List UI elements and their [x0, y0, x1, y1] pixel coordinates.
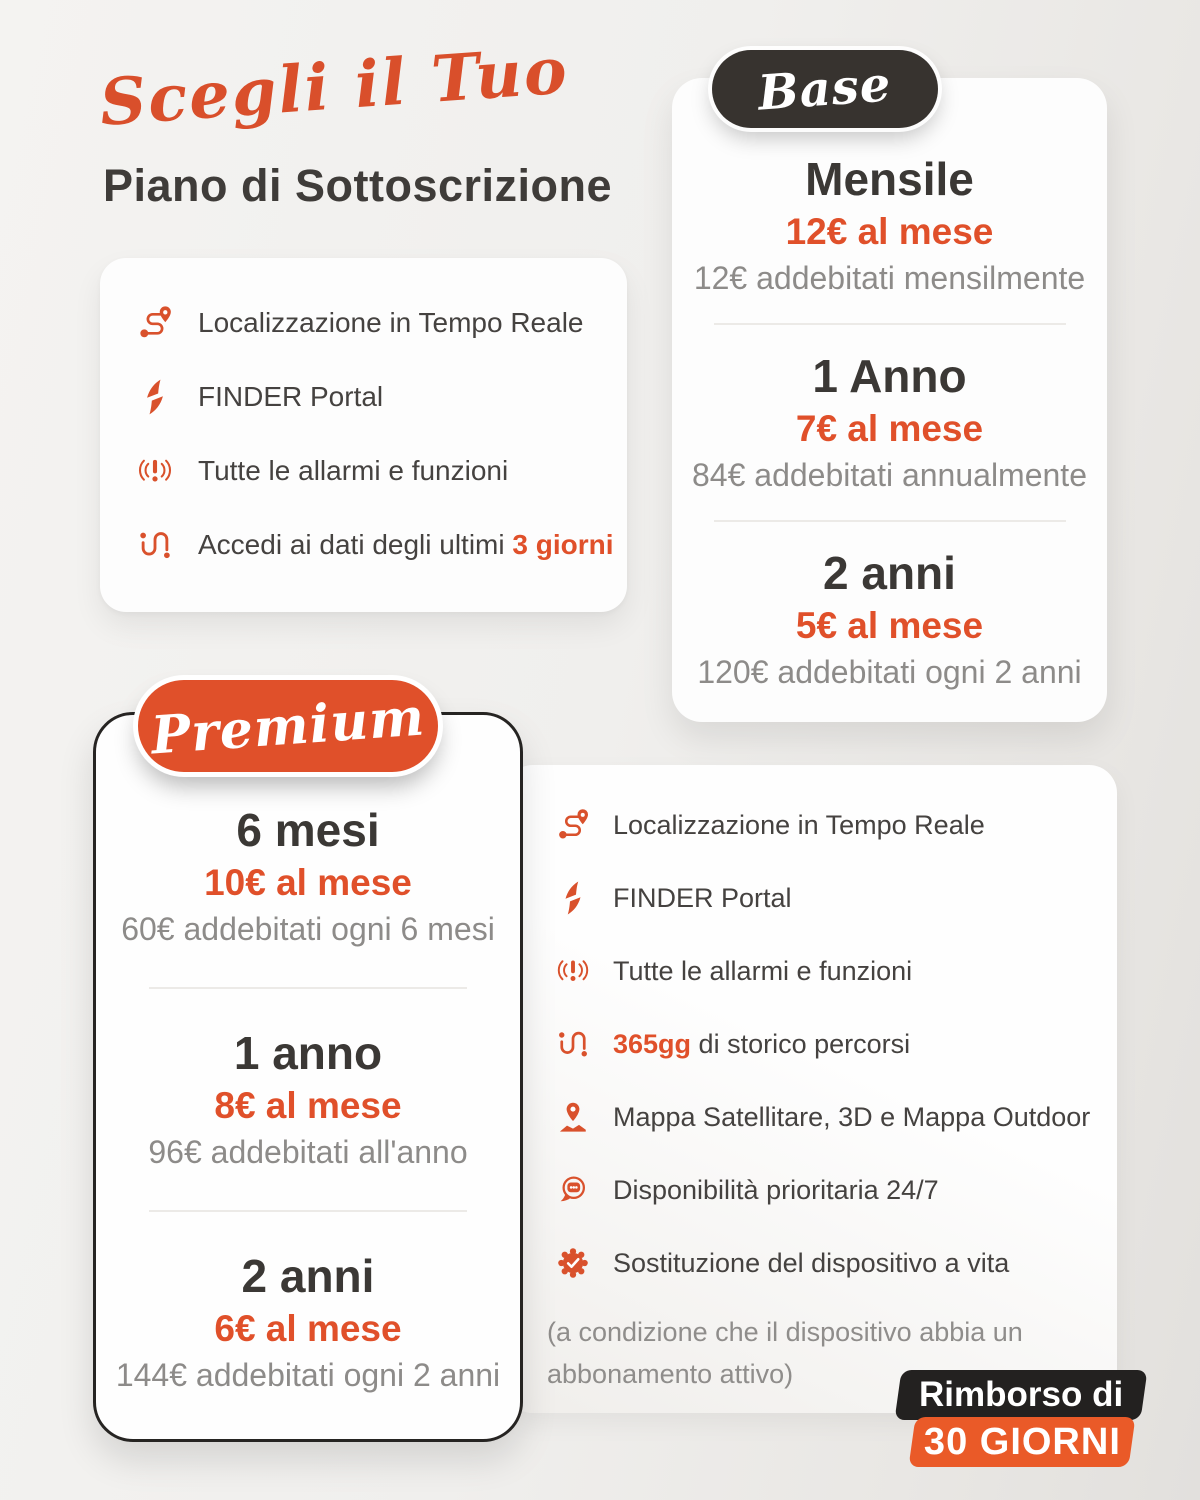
feature-row: [555, 1245, 1117, 1281]
feature-row: [136, 526, 627, 564]
warranty-icon: [555, 1245, 591, 1281]
feature-row: [555, 953, 1117, 989]
feature-label: Localizzazione in Tempo Reale: [198, 307, 584, 339]
plan-price: 7€ al mese: [795, 407, 984, 449]
plan-billing: 120€ addebitati ogni 2 anni: [697, 654, 1082, 691]
guarantee-badge: [898, 1370, 1144, 1467]
premium-badge-label: Premium: [149, 686, 427, 766]
premium-plan-card: [93, 712, 523, 1442]
support-icon: [555, 1172, 591, 1208]
plan-billing: 12€ addebitati mensilmente: [693, 260, 1086, 297]
route-icon: [136, 304, 174, 342]
feature-label: Disponibilità prioritaria 24/7: [613, 1174, 939, 1205]
plan-option: [694, 154, 1085, 297]
divider: [714, 323, 1066, 325]
plan-duration: 2 anni: [241, 1250, 375, 1303]
plan-billing: 144€ addebitati ogni 2 anni: [115, 1357, 501, 1394]
feature-row: [555, 880, 1117, 916]
finder-icon: [136, 378, 174, 416]
feature-label: Tutte le allarmi e funzioni: [198, 455, 509, 487]
guarantee-line2: 30 GIORNI: [923, 1420, 1121, 1463]
plan-option: [692, 351, 1087, 494]
base-plan-card: [672, 78, 1107, 722]
divider: [714, 520, 1066, 522]
plan-option: [121, 805, 495, 948]
plan-price: 6€ al mese: [214, 1307, 402, 1349]
divider: [149, 987, 467, 989]
title-script: Scegli il Tuo: [97, 33, 571, 141]
page-title: Piano di Sottoscrizione: [103, 160, 613, 211]
base-badge-label: Base: [756, 56, 894, 122]
plan-billing: 96€ addebitati all'anno: [148, 1134, 468, 1171]
feature-label: 365gg di storico percorsi: [613, 1028, 911, 1059]
plan-duration: 1 Anno: [812, 350, 967, 403]
alarm-icon: [136, 452, 174, 490]
plan-duration: 6 mesi: [236, 804, 380, 856]
feature-label: Localizzazione in Tempo Reale: [613, 809, 985, 840]
feature-row: [136, 452, 627, 490]
feature-note-line: (a condizione che il dispositivo abbia un: [547, 1317, 1023, 1347]
plan-price: 8€ al mese: [214, 1084, 402, 1126]
feature-highlight: 3 giorni: [512, 529, 614, 561]
feature-highlight: 365gg: [613, 1028, 692, 1059]
route-icon: [555, 807, 591, 843]
feature-label: Tutte le allarmi e funzioni: [613, 955, 913, 986]
plan-billing: 60€ addebitati ogni 6 mesi: [121, 911, 495, 948]
plan-option: [697, 548, 1081, 691]
plan-price: 10€ al mese: [204, 861, 412, 903]
feature-label: FINDER Portal: [613, 882, 792, 913]
feature-note-line: abbonamento attivo): [547, 1358, 794, 1389]
history-icon: [136, 526, 174, 564]
plan-option: [116, 1251, 500, 1394]
plan-price: 12€ al mese: [785, 210, 994, 252]
feature-row: [555, 1172, 1117, 1208]
plan-option: [148, 1028, 467, 1171]
plan-price: 5€ al mese: [795, 604, 984, 646]
plan-duration: 1 anno: [233, 1027, 383, 1080]
guarantee-badge-top: [894, 1370, 1147, 1420]
guarantee-line1: Rimborso di: [918, 1375, 1124, 1414]
premium-badge: [138, 680, 438, 772]
plan-billing: 84€ addebitati annualmente: [692, 457, 1087, 494]
feature-label: Sostituzione del dispositivo a vita: [613, 1247, 1010, 1278]
plan-duration: 2 anni: [823, 547, 956, 600]
premium-features-card: [505, 765, 1117, 1413]
feature-row: [136, 378, 627, 416]
feature-label: FINDER Portal: [198, 381, 384, 413]
plan-duration: Mensile: [805, 153, 974, 205]
base-features-card: [100, 258, 627, 612]
finder-icon: [555, 880, 591, 916]
map-icon: [555, 1099, 591, 1135]
feature-row: [555, 807, 1117, 843]
alarm-icon: [555, 953, 591, 989]
base-badge: [712, 50, 938, 128]
feature-row: [555, 1099, 1117, 1135]
divider: [149, 1210, 467, 1212]
history-icon: [555, 1026, 591, 1062]
guarantee-badge-bottom: [908, 1417, 1135, 1467]
feature-row: [136, 304, 627, 342]
feature-row: [555, 1026, 1117, 1062]
feature-label: Accedi ai dati degli ultimi 3 giorni: [198, 529, 614, 561]
feature-label: Mappa Satellitare, 3D e Mappa Outdoor: [613, 1101, 1091, 1132]
